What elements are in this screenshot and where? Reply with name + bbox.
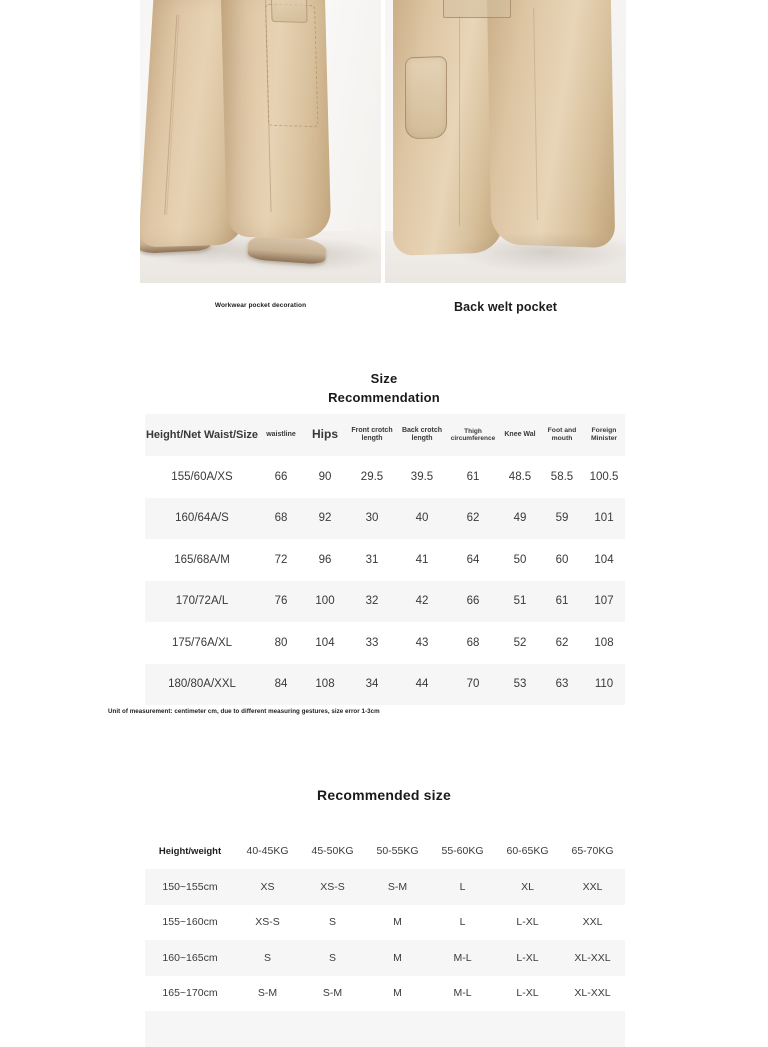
col-header-foot-and-mouth: Foot and mouth <box>541 414 583 456</box>
cell-foot: 58.5 <box>550 470 574 483</box>
cell-size <box>495 1011 560 1047</box>
table-row <box>145 622 625 664</box>
col-header-height-net-waist-size: Height/Net Waist/Size <box>145 414 259 456</box>
cell-size: M <box>393 951 402 964</box>
leg-seam <box>166 15 179 215</box>
cell-back-crotch: 44 <box>415 678 429 691</box>
table-row <box>145 976 625 1012</box>
recommended-size-title: Recommended size <box>317 787 451 803</box>
cell-thigh: 62 <box>466 512 480 525</box>
cell-knee: 52 <box>513 636 527 649</box>
cell-thigh: 70 <box>466 678 480 691</box>
cell-size: L <box>459 916 466 929</box>
trouser-leg-right <box>221 0 332 239</box>
cell-hips: 104 <box>315 636 335 649</box>
measurement-note: Unit of measurement: centimeter cm, due to different measuring gestures, size error 1-3cm <box>108 708 380 715</box>
cargo-pocket <box>405 56 447 140</box>
cell-knee: 49 <box>513 512 527 525</box>
cell-size: XXL <box>582 880 603 893</box>
back-welt-pocket <box>443 0 511 18</box>
cell-size: M <box>393 916 402 929</box>
recommended-size-table <box>145 833 625 1047</box>
cell-size: XL-XXL <box>574 987 611 1000</box>
col-header-back-crotch-length: Back crotch length <box>397 414 447 456</box>
col-header-50-55kg: 50-55KG <box>365 833 430 869</box>
cell-knee: 51 <box>513 595 527 608</box>
cell-size: L-XL <box>516 951 539 964</box>
cell-foot: 62 <box>555 636 569 649</box>
cell-size: 155/60A/XS <box>171 470 233 483</box>
cell-size: M-L <box>453 987 472 1000</box>
trouser-back-leg-a <box>393 0 503 256</box>
cell-hips: 90 <box>318 470 332 483</box>
cell-size: M <box>393 987 402 1000</box>
cell-height-range: 155~160cm <box>162 916 218 929</box>
caption-front-photo: Workwear pocket decoration <box>214 302 307 309</box>
cell-front-crotch: 32 <box>365 595 379 608</box>
trouser-back-leg-b <box>487 0 616 248</box>
cell-length: 101 <box>594 512 614 525</box>
table-header-row <box>145 414 625 456</box>
cell-height-range: 160~165cm <box>162 951 218 964</box>
cell-size: 180/80A/XXL <box>168 678 236 691</box>
col-header-hips: Hips <box>303 414 347 456</box>
col-header-65-70kg: 65-70KG <box>560 833 625 869</box>
col-header-thigh-circumference: Thigh circumference <box>447 414 499 456</box>
cell-height-range: 165~170cm <box>162 987 218 1000</box>
cell-length: 107 <box>594 595 614 608</box>
col-header-front-crotch-length: Front crotch length <box>347 414 397 456</box>
cell-knee: 53 <box>513 678 527 691</box>
cell-back-crotch: 41 <box>415 553 429 566</box>
col-header-waistline: waistline <box>259 414 303 456</box>
leg-seam <box>533 7 538 219</box>
col-header-55-60kg: 55-60KG <box>430 833 495 869</box>
cell-size: S-M <box>257 987 278 1000</box>
cell-height-range <box>145 1011 235 1047</box>
cell-size: S <box>328 951 336 964</box>
cell-size: XXL <box>582 916 603 929</box>
cell-front-crotch: 30 <box>365 512 379 525</box>
size-recommendation-title <box>0 370 768 408</box>
cell-size: S <box>263 951 271 964</box>
cell-waistline: 68 <box>274 512 288 525</box>
cell-length: 108 <box>594 636 614 649</box>
cell-foot: 59 <box>555 512 569 525</box>
size-chart-table <box>145 414 625 705</box>
cell-foot: 61 <box>555 595 569 608</box>
cell-thigh: 64 <box>466 553 480 566</box>
cell-front-crotch: 31 <box>365 553 379 566</box>
cell-size <box>560 1011 625 1047</box>
product-image-gallery <box>140 0 626 283</box>
cell-length: 104 <box>594 553 614 566</box>
cell-size: S-M <box>322 987 343 1000</box>
cell-size: L-XL <box>516 916 539 929</box>
size-title-line-1: Size <box>370 371 398 386</box>
cell-front-crotch: 29.5 <box>360 470 384 483</box>
table-row <box>145 664 625 706</box>
cell-size <box>235 1011 300 1047</box>
table-row-partial <box>145 1011 625 1047</box>
col-header-foreign-minister: Foreign Minister <box>583 414 625 456</box>
product-photo-back[interactable] <box>385 0 626 283</box>
cell-size: 175/76A/XL <box>171 636 233 649</box>
cell-hips: 108 <box>315 678 335 691</box>
table-row <box>145 498 625 540</box>
cell-waistline: 76 <box>274 595 288 608</box>
cell-waistline: 84 <box>274 678 288 691</box>
cell-size: XS-S <box>320 880 345 893</box>
cell-size: 165/68A/M <box>174 553 230 566</box>
product-photo-front[interactable] <box>140 0 381 283</box>
cell-length: 110 <box>594 678 614 691</box>
col-header-45-50kg: 45-50KG <box>300 833 365 869</box>
cell-waistline: 80 <box>274 636 288 649</box>
cell-size: XS-S <box>255 916 280 929</box>
col-header-knee-wal: Knee Wal <box>499 414 541 456</box>
cell-knee: 50 <box>513 553 527 566</box>
cell-thigh: 61 <box>466 470 480 483</box>
table-row <box>145 581 625 623</box>
cell-foot: 60 <box>555 553 569 566</box>
cell-size: 170/72A/L <box>175 595 229 608</box>
cell-size: S <box>328 916 336 929</box>
cell-back-crotch: 43 <box>415 636 429 649</box>
cell-front-crotch: 33 <box>365 636 379 649</box>
col-header-60-65kg: 60-65KG <box>495 833 560 869</box>
cell-back-crotch: 40 <box>415 512 429 525</box>
cell-back-crotch: 42 <box>415 595 429 608</box>
cell-size <box>300 1011 365 1047</box>
cell-front-crotch: 34 <box>365 678 379 691</box>
cell-size <box>430 1011 495 1047</box>
cell-size: XL-XXL <box>574 951 611 964</box>
cell-knee: 48.5 <box>508 470 532 483</box>
cell-size: XL <box>521 880 534 893</box>
leg-seam <box>164 15 177 215</box>
cell-thigh: 68 <box>466 636 480 649</box>
cell-foot: 63 <box>555 678 569 691</box>
cell-size: M-L <box>453 951 472 964</box>
cell-hips: 92 <box>318 512 332 525</box>
size-title-line-2: Recommendation <box>328 389 440 405</box>
table-row <box>145 456 625 498</box>
floor-shadow <box>457 232 626 272</box>
cell-waistline: 66 <box>274 470 288 483</box>
leg-seam <box>459 16 460 226</box>
cell-hips: 96 <box>318 553 332 566</box>
cell-size: L-XL <box>516 987 539 1000</box>
cell-size <box>365 1011 430 1047</box>
cell-size: 160/64A/S <box>175 512 229 525</box>
col-header-height-weight: Height/weight <box>145 833 235 869</box>
utility-pocket <box>271 0 308 23</box>
cell-waistline: 72 <box>274 553 288 566</box>
cell-size: XS <box>260 880 275 893</box>
cell-hips: 100 <box>315 595 335 608</box>
cell-back-crotch: 39.5 <box>410 470 434 483</box>
table-row <box>145 869 625 905</box>
cell-length: 100.5 <box>589 470 619 483</box>
caption-back-photo: Back welt pocket <box>453 300 558 314</box>
table-row <box>145 905 625 941</box>
table-header-row <box>145 833 625 869</box>
table-row <box>145 539 625 581</box>
col-header-40-45kg: 40-45KG <box>235 833 300 869</box>
cell-size: S-M <box>387 880 408 893</box>
cell-height-range: 150~155cm <box>162 880 218 893</box>
cell-size: L <box>459 880 466 893</box>
table-row <box>145 940 625 976</box>
cell-thigh: 66 <box>466 595 480 608</box>
